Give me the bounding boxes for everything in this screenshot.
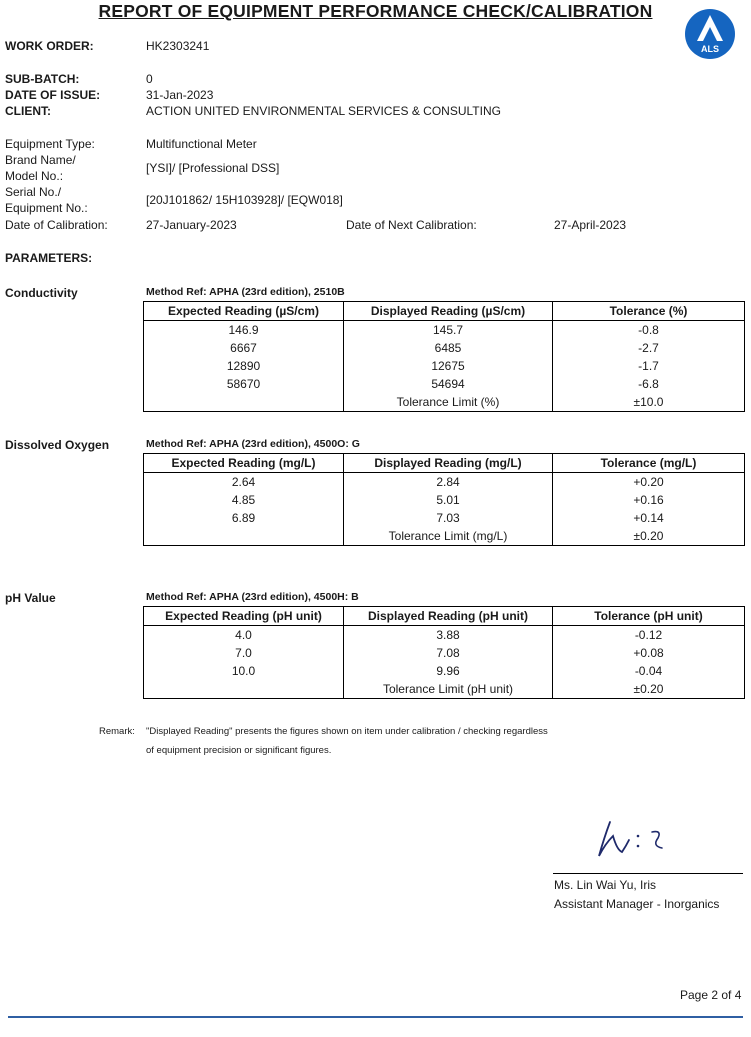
table-row: [144, 321, 745, 340]
table-cell: 6485: [344, 339, 553, 357]
table-cell: +0.20: [553, 473, 745, 492]
table-row: [144, 662, 745, 680]
brand-label-line1: Brand Name/: [5, 153, 76, 167]
table-header-row: [144, 302, 745, 321]
logo-text: ALS: [701, 44, 719, 54]
table-cell: 2.64: [144, 473, 344, 492]
tolerance-limit-value: ±0.20: [553, 680, 745, 699]
date-issue-value: 31-Jan-2023: [146, 88, 214, 102]
dissolved-oxygen-label: Dissolved Oxygen: [5, 438, 110, 452]
table-cell: 2.84: [344, 473, 553, 492]
table-cell: 5.01: [344, 491, 553, 509]
tolerance-limit-label: Tolerance Limit (mg/L): [344, 527, 553, 546]
serial-label-line1: Serial No./: [5, 185, 62, 199]
equipment-type-label: Equipment Type:: [5, 137, 95, 151]
next-calibration-label: Date of Next Calibration:: [346, 218, 477, 232]
table-row: [144, 339, 745, 357]
table-cell: 146.9: [144, 321, 344, 340]
column-header: Displayed Reading (µS/cm): [344, 302, 553, 321]
table-cell: -6.8: [553, 375, 745, 393]
signatory-name: Ms. Lin Wai Yu, Iris: [554, 878, 657, 892]
conductivity-table: [143, 301, 745, 412]
tolerance-limit-value: ±0.20: [553, 527, 745, 546]
table-cell: 58670: [144, 375, 344, 393]
signatory-title: Assistant Manager - Inorganics: [554, 897, 720, 911]
table-row: [144, 491, 745, 509]
table-row: [144, 375, 745, 393]
table-cell: 12890: [144, 357, 344, 375]
conductivity-label: Conductivity: [5, 286, 78, 300]
table-cell: -1.7: [553, 357, 745, 375]
table-header-row: [144, 607, 745, 626]
ph-method: Method Ref: APHA (23rd edition), 4500H: B: [146, 591, 359, 603]
serial-value: [20J101862/ 15H103928]/ [EQW018]: [146, 193, 343, 207]
column-header: Expected Reading (pH unit): [144, 607, 344, 626]
table-cell: -2.7: [553, 339, 745, 357]
calibration-date-value: 27-January-2023: [146, 218, 237, 232]
table-row: [144, 644, 745, 662]
brand-value: [YSI]/ [Professional DSS]: [146, 161, 280, 175]
ph-value-label: pH Value: [5, 591, 56, 605]
table-cell: +0.14: [553, 509, 745, 527]
tolerance-limit-label: Tolerance Limit (%): [344, 393, 553, 412]
column-header: Displayed Reading (pH unit): [344, 607, 553, 626]
brand-label-line2: Model No.:: [5, 169, 64, 183]
footer-divider: [8, 1016, 743, 1018]
table-header-row: [144, 454, 745, 473]
table-cell: 6667: [144, 339, 344, 357]
table-cell: -0.04: [553, 662, 745, 680]
ph-table: [143, 606, 745, 699]
equipment-type-value: Multifunctional Meter: [146, 137, 257, 151]
next-calibration-value: 27-April-2023: [554, 218, 627, 232]
work-order-label: WORK ORDER:: [5, 39, 94, 53]
column-header: Expected Reading (mg/L): [144, 454, 344, 473]
table-cell: +0.16: [553, 491, 745, 509]
tolerance-limit-row: [144, 527, 745, 546]
table-cell: 9.96: [344, 662, 553, 680]
conductivity-method: Method Ref: APHA (23rd edition), 2510B: [146, 286, 345, 298]
table-cell: +0.08: [553, 644, 745, 662]
tolerance-limit-row: [144, 393, 745, 412]
table-cell: 4.0: [144, 626, 344, 645]
serial-label-line2: Equipment No.:: [5, 201, 88, 215]
table-row: [144, 509, 745, 527]
dissolved-oxygen-table: [143, 453, 745, 546]
parameters-label: PARAMETERS:: [5, 251, 93, 265]
page-title: REPORT OF EQUIPMENT PERFORMANCE CHECK/CALIBRATION: [98, 1, 653, 21]
tolerance-limit-value: ±10.0: [553, 393, 745, 412]
remark-label: Remark:: [99, 726, 135, 737]
calibration-date-label: Date of Calibration:: [5, 218, 108, 232]
column-header: Tolerance (%): [553, 302, 745, 321]
remark-line-1: "Displayed Reading" presents the figures shown on item under calibration / checking regardless: [146, 726, 548, 737]
column-header: Expected Reading (µS/cm): [144, 302, 344, 321]
table-cell: 3.88: [344, 626, 553, 645]
table-cell: 4.85: [144, 491, 344, 509]
sub-batch-value: 0: [146, 72, 153, 86]
client-value: ACTION UNITED ENVIRONMENTAL SERVICES & CONSULTING: [146, 104, 501, 118]
page-number: Page 2 of 4: [680, 988, 742, 1002]
table-cell: 6.89: [144, 509, 344, 527]
signature-mark: [596, 816, 676, 866]
table-row: [144, 357, 745, 375]
table-row: [144, 473, 745, 492]
client-label: CLIENT:: [5, 104, 51, 118]
als-logo: [684, 8, 736, 60]
table-cell: 12675: [344, 357, 553, 375]
column-header: Tolerance (mg/L): [553, 454, 745, 473]
column-header: Displayed Reading (mg/L): [344, 454, 553, 473]
tolerance-limit-label: Tolerance Limit (pH unit): [344, 680, 553, 699]
signature-line: [553, 873, 743, 874]
remark-line-2: of equipment precision or significant figures.: [146, 745, 332, 756]
sub-batch-label: SUB-BATCH:: [5, 72, 80, 86]
table-row: [144, 626, 745, 645]
table-cell: 145.7: [344, 321, 553, 340]
work-order-value: HK2303241: [146, 39, 210, 53]
table-cell: 7.08: [344, 644, 553, 662]
date-issue-label: DATE OF ISSUE:: [5, 88, 101, 102]
tolerance-limit-row: [144, 680, 745, 699]
column-header: Tolerance (pH unit): [553, 607, 745, 626]
dissolved-oxygen-method: Method Ref: APHA (23rd edition), 4500O: G: [146, 438, 360, 450]
table-cell: 7.03: [344, 509, 553, 527]
table-cell: -0.8: [553, 321, 745, 340]
table-cell: 10.0: [144, 662, 344, 680]
table-cell: 7.0: [144, 644, 344, 662]
table-cell: 54694: [344, 375, 553, 393]
table-cell: -0.12: [553, 626, 745, 645]
